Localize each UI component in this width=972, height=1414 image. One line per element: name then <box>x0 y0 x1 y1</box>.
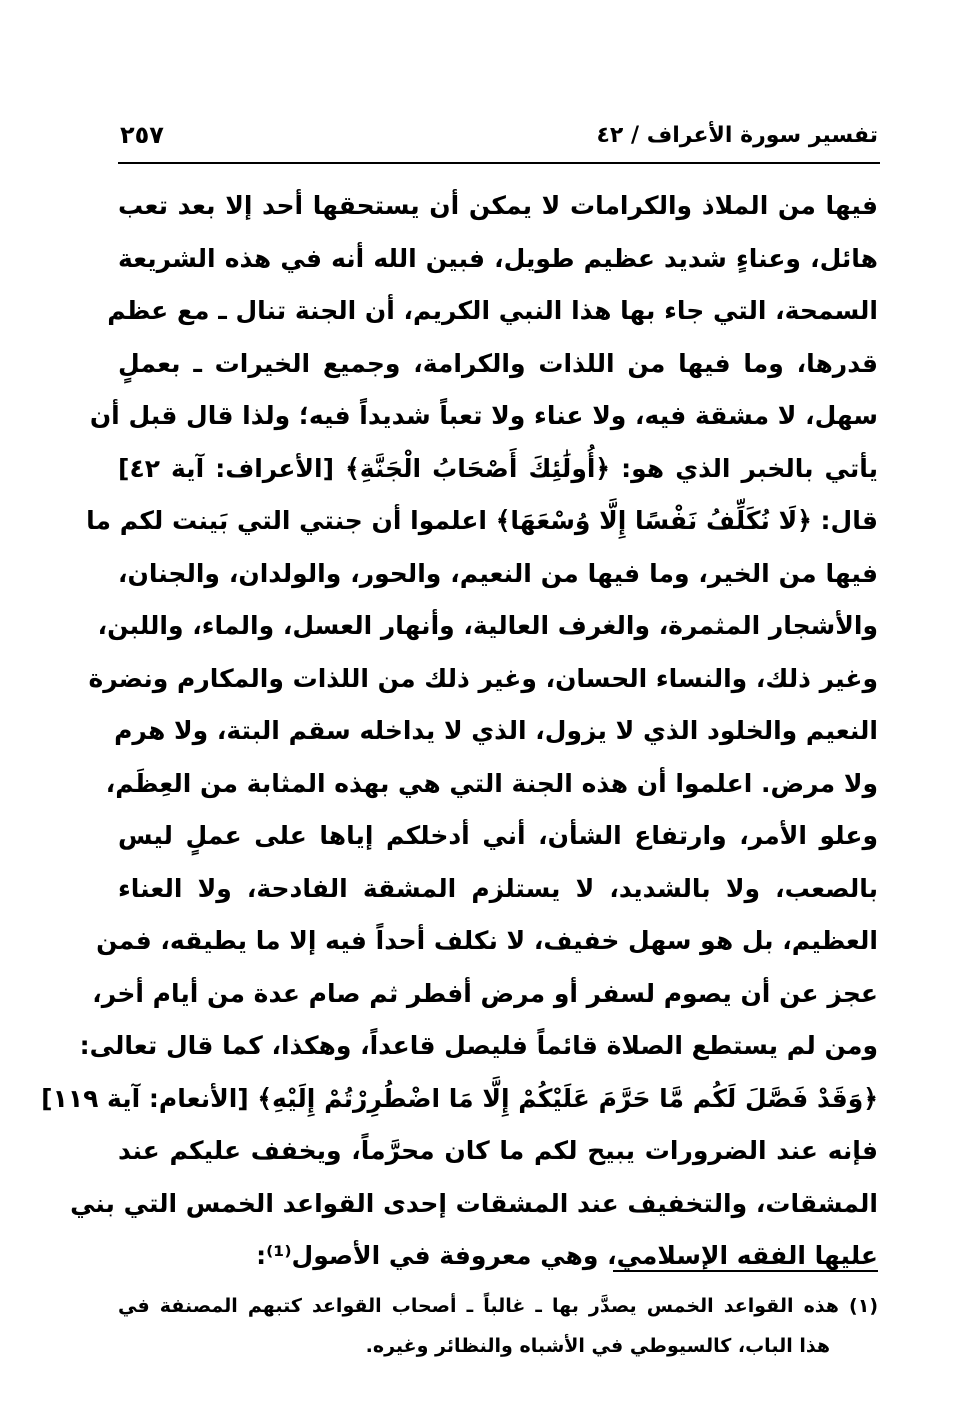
text-line: والأشجار المثمرة، والغرف العالية، وأنهار العسل، والماء، واللبن، <box>97 611 878 640</box>
footnote <box>118 1286 878 1366</box>
text-line: قدرها، وما فيها من اللذات والكرامة، وجميع الخيرات ـ بعملٍ <box>118 348 878 378</box>
text-line: النعيم والخلود الذي لا يزول، الذي لا يداخله سقم البتة، ولا هرم <box>114 716 878 745</box>
header-rule <box>118 162 880 164</box>
footnote-line: هذا الباب، كالسيوطي في الأشباه والنظائر وغيره. <box>365 1335 830 1357</box>
text-line: قال: ﴿لَا نُكَلِّفُ نَفْسًا إِلَّا وُسْعَهَا﴾ اعلموا أن جنتي التي بَينت لكم ما <box>86 506 878 535</box>
footnote-rule <box>613 1270 878 1272</box>
text-line: عليها الفقه الإسلامي، وهي معروفة في الأصول⁽¹⁾: <box>256 1241 878 1270</box>
text-line: ولا مرض. اعلموا أن هذه الجنة التي هي بهذه المثابة من العِظَم، <box>105 768 878 798</box>
running-title: تفسير سورة الأعراف / ٤٢ <box>596 122 878 148</box>
text-line: وعلو الأمر، وارتفاع الشأن، أني أدخلكم إياها على عملٍ ليس <box>118 821 878 850</box>
text-line: عجز عن أن يصوم لسفر أو مرض أفطر ثم صام عدة من أيام أخر، <box>92 978 878 1008</box>
text-line: فإنه عند الضرورات يبيح لكم ما كان محرَّماً، ويخفف عليكم عند <box>118 1136 878 1165</box>
text-line: هائل، وعناءٍ شديد عظيم طويل، فبين الله أنه في هذه الشريعة <box>118 243 878 273</box>
text-line: ومن لم يستطع الصلاة قائماً فليصل قاعداً، وهكذا، كما قال تعالى: <box>79 1031 878 1060</box>
text-line: وغير ذلك، والنساء الحسان، وغير ذلك من اللذات والمكارم ونضرة <box>88 663 878 693</box>
body-text <box>41 180 878 1283</box>
text-line: ﴿وَقَدْ فَصَّلَ لَكُم مَّا حَرَّمَ عَلَيْكُمْ إِلَّا مَا اضْطُرِرْتُمْ إِلَيْهِ﴾ [الأنعام: آية ١١٩] <box>41 1083 878 1113</box>
page-number: ٢٥٧ <box>120 121 164 149</box>
text-line: السمحة، التي جاء بها هذا النبي الكريم، أن الجنة تنال ـ مع عظم <box>107 296 878 325</box>
text-line: بالصعب، ولا بالشديد، لا يستلزم المشقة الفادحة، ولا العناء <box>118 873 878 903</box>
page-header <box>120 112 878 158</box>
text-line: يأتي بالخبر الذي هو: ﴿أُولَٰئِكَ أَصْحَابُ الْجَنَّةِ﴾ [الأعراف: آية ٤٢] <box>118 453 878 483</box>
text-line: فيها من الخير، وما فيها من النعيم، والحور، والولدان، والجنان، <box>118 558 878 588</box>
footnote-line: (١) هذه القواعد الخمس يصدَّر بها ـ غالباً ـ أصحاب القواعد كتبهم المصنفة في <box>118 1295 878 1317</box>
text-line: المشقات، والتخفيف عند المشقات إحدى القواعد الخمس التي بني <box>70 1188 878 1218</box>
text-line: سهل، لا مشقة فيه، ولا عناء ولا تعباً شديداً فيه؛ ولذا قال قبل أن <box>89 401 878 430</box>
text-line: العظيم، بل هو سهل خفيف، لا نكلف أحداً فيه إلا ما يطيقه، فمن <box>96 926 878 955</box>
text-line: فيها من الملاذ والكرامات لا يمكن أن يستحقها أحد إلا بعد تعب <box>118 191 878 220</box>
